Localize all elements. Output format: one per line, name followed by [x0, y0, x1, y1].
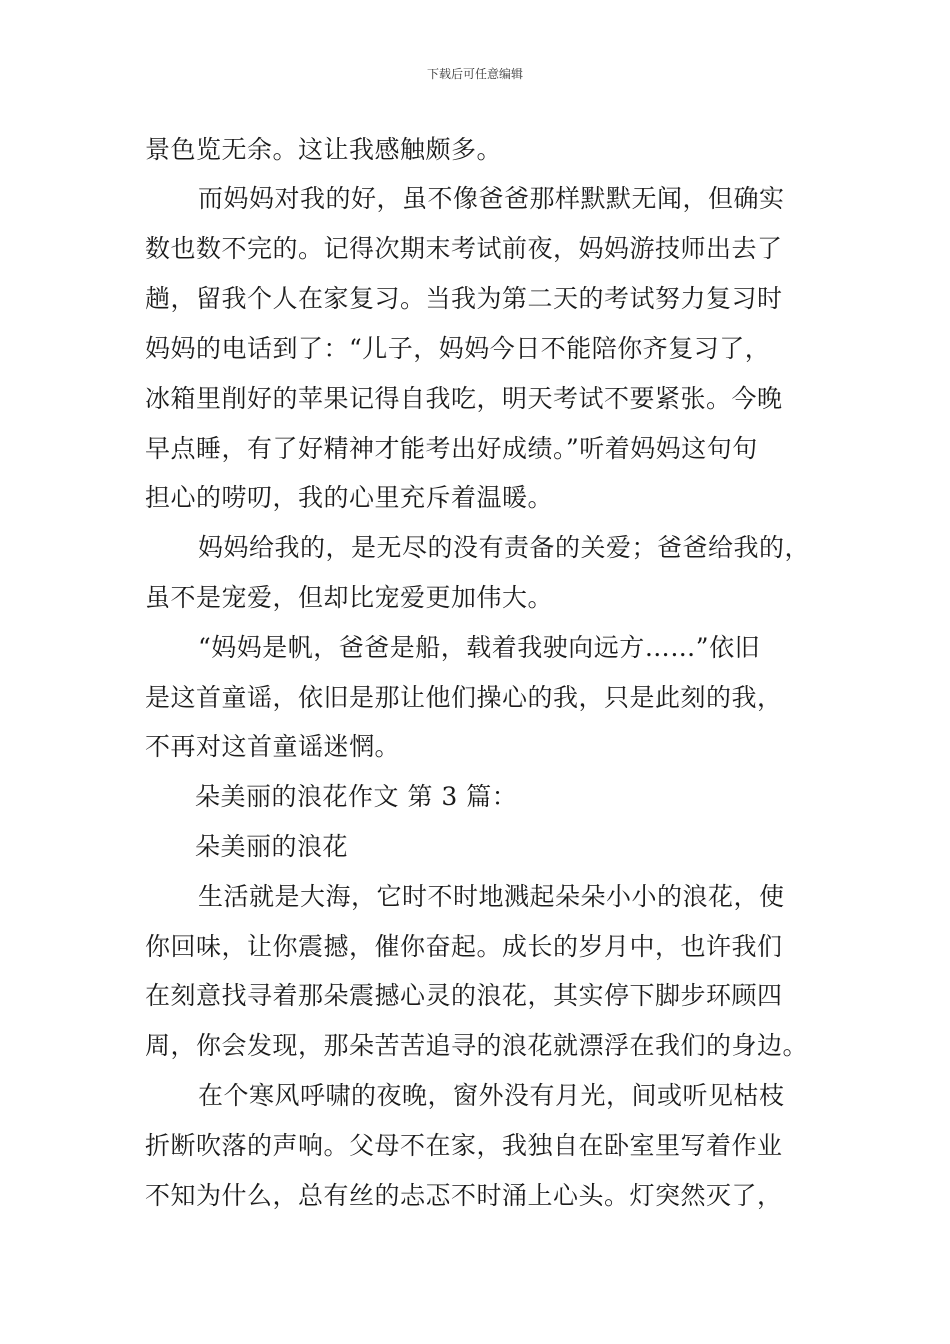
text-line: 早点睡，有了好精神才能考出好成绩。”听着妈妈这句句: [145, 434, 758, 463]
essay-title: 朵美丽的浪花: [195, 832, 349, 861]
text-line: 生活就是大海，它时不时地溅起朵朵小小的浪花，使: [198, 882, 785, 911]
text-line: 在个寒风呼啸的夜晚，窗外没有月光，间或听见枯枝: [198, 1081, 785, 1110]
text-line: 冰箱里削好的苹果记得自我吃，明天考试不要紧张。今晚: [145, 384, 783, 413]
text-line: 周，你会发现，那朵苦苦追寻的浪花就漂浮在我们的身边。: [145, 1031, 809, 1060]
text-line: 担心的唠叨，我的心里充斥着温暖。: [145, 483, 554, 512]
text-line: 趟，留我个人在家复习。当我为第二天的考试努力复习时: [145, 284, 783, 313]
text-line: 不再对这首童谣迷惘。: [145, 732, 401, 761]
text-line: 你回味，让你震撼，催你奋起。成长的岁月中，也许我们: [145, 932, 783, 961]
text-line: 不知为什么，总有丝的忐忑不时涌上心头。灯突然灭了，: [145, 1181, 783, 1210]
text-line: 妈妈给我的，是无尽的没有责备的关爱；爸爸给我的，: [198, 533, 811, 562]
page-header: 下载后可任意编辑: [426, 67, 523, 81]
text-line: 而妈妈对我的好，虽不像爸爸那样默默无闻，但确实: [198, 184, 785, 213]
text-line: “妈妈是帆，爸爸是船，载着我驶向远方……”依旧: [198, 633, 761, 662]
text-line: 是这首童谣，依旧是那让他们操心的我，只是此刻的我，: [145, 683, 783, 712]
text-line: 虽不是宠爱，但却比宠爱更加伟大。: [145, 583, 554, 612]
text-line: 妈妈的电话到了：“儿子，妈妈今日不能陪你齐复习了，: [145, 334, 771, 363]
text-line: 在刻意找寻着那朵震撼心灵的浪花，其实停下脚步环顾四: [145, 981, 783, 1010]
text-line: 数也数不完的。记得次期末考试前夜，妈妈游技师出去了: [145, 234, 783, 263]
text-line: 景色览无余。这让我感触颇多。: [145, 135, 503, 164]
text-line: 折断吹落的声响。父母不在家，我独自在卧室里写着作业: [145, 1131, 783, 1160]
section-heading: 朵美丽的浪花作文 第 3 篇：: [195, 782, 518, 811]
